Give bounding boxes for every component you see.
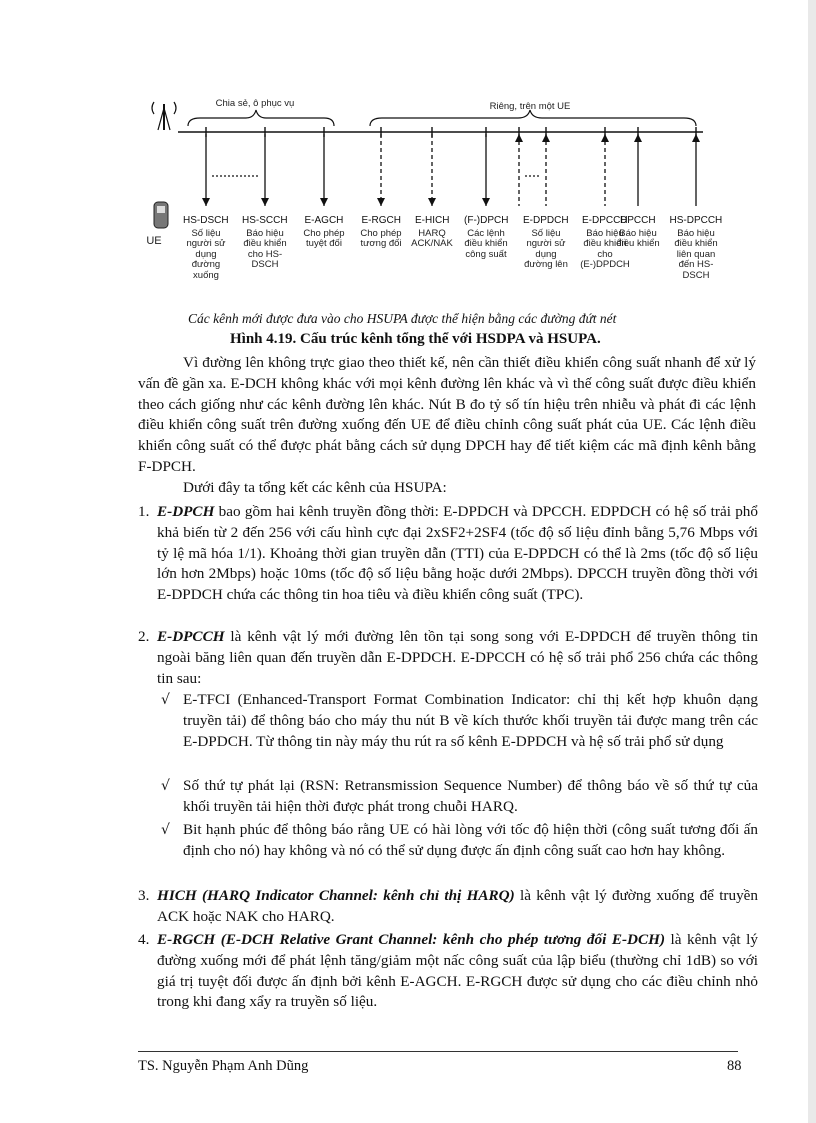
check-icon: √: [161, 822, 170, 838]
arrow-head: [377, 198, 385, 206]
channel-name: (F-)DPCH: [464, 215, 509, 226]
channel-description: HARQ ACK/NAK: [411, 228, 453, 250]
channel-name: DPCCH: [620, 215, 656, 226]
channel-description: Báo hiệu điều khiển: [616, 228, 660, 250]
channel-description: Số liệu người sử dụng đường lên: [524, 228, 568, 271]
list-item-1: [138, 502, 758, 606]
phone-icon: [154, 202, 168, 228]
arrow-head: [542, 134, 550, 142]
channel-name: E-AGCH: [304, 215, 344, 226]
channel-description: Số liệu người sử dụng đường xuống: [186, 228, 226, 281]
list-term: E-RGCH (E-DCH Relative Grant Channel: kênh cho phép tương đối E-DCH): [157, 931, 666, 948]
channel-description: Báo hiệu điều khiển cho HS-DSCH: [243, 228, 287, 271]
channel-name: HS-DPCCH: [669, 215, 723, 226]
channel-name: HS-SCCH: [242, 215, 288, 226]
arrow-head: [692, 134, 700, 142]
arrow-head: [202, 198, 210, 206]
check-icon: √: [161, 692, 170, 708]
list-number: 1.: [138, 503, 150, 520]
figure-caption: Hình 4.19. Cấu trúc kênh tổng thể với HSDPA và HSUPA.: [230, 331, 601, 347]
phone-screen: [157, 206, 165, 213]
dedicated-bracket-label: Riêng, trên một UE: [489, 101, 571, 112]
ue-label: UE: [146, 235, 162, 247]
list-item-3: [138, 886, 758, 928]
list-term: E-DPCH: [157, 503, 215, 520]
figure-note: Các kênh mới được đưa vào cho HSUPA được thể hiện bằng các đường đứt nét: [188, 311, 617, 326]
arrow-head: [515, 134, 523, 142]
list-term: E-DPCCH: [157, 628, 225, 645]
arrow-head: [482, 198, 490, 206]
channel-name: E-DPDCH: [523, 215, 569, 226]
list-text: là kênh vật lý đường xuống mới để phát lệnh tăng/giảm một nấc công suất của lập biểu (thường chỉ 1dB) so với giá trị tuyệt đối được ấn định bởi kênh E-AGCH. E-RGCH được sử dụng cho các điều chỉnh nhỏ trong khi đang xẩy ra truyền số liệu.: [157, 931, 758, 1011]
channel-description: Cho phép tương đối: [360, 228, 402, 250]
sub-item-3: [161, 820, 758, 862]
arrow-head: [320, 198, 328, 206]
list-term: HICH (HARQ Indicator Channel: kênh chỉ thị HARQ): [157, 887, 515, 904]
list-text: là kênh vật lý đường xuống để truyền ACK hoặc NAK cho HARQ.: [157, 887, 758, 925]
footer-divider: [138, 1051, 738, 1052]
channel-description: Cho phép tuyệt đối: [303, 228, 345, 250]
channel-name: E-DPCCH: [582, 215, 628, 226]
list-number: 4.: [138, 931, 150, 948]
list-number: 3.: [138, 887, 150, 904]
arrow-head: [261, 198, 269, 206]
figure-drawing: [148, 90, 708, 305]
channel-description: Báo hiệu điều khiển cho (E-)DPDCH: [580, 228, 630, 271]
sub-item-text: Số thứ tự phát lại (RSN: Retransmission Sequence Number) để thông báo về số thứ tự của khối truyền tải hiện thời được phát trong chuỗi HARQ.: [183, 777, 758, 815]
channel-name: HS-DSCH: [183, 215, 229, 226]
channel-description: Báo hiệu điều khiển liên quan đến HS-DSCH: [674, 228, 718, 281]
paragraph-2: Dưới đây ta tổng kết các kênh của HSUPA:: [183, 479, 447, 496]
list-item-2: [138, 627, 758, 689]
list-text: là kênh vật lý mới đường lên tồn tại song song với E-DPDCH để truyền thông tin ngoài băng liên quan đến truyền dẫn E-DPDCH. E-DPCCH có hệ số trải phổ 256 chứa các thông tin sau:: [157, 628, 758, 687]
sub-item-1: [161, 690, 758, 752]
sub-item-text: E-TFCI (Enhanced-Transport Format Combination Indicator: chỉ thị kết hợp khuôn dạng truyền tải) để thông báo cho máy thu nút B về kích thước khối truyền tải được mang trên các E-DPDCH. Từ thông tin này máy thu rút ra số kênh E-DPDCH và hệ số trải phổ sử dụng: [183, 691, 758, 750]
channel-description: Các lệnh điều khiển công suất: [464, 228, 508, 260]
sub-item-2: [161, 776, 758, 818]
list-number: 2.: [138, 628, 150, 645]
footer-author: TS. Nguyễn Phạm Anh Dũng: [138, 1058, 309, 1074]
shared-bracket-label: Chia sẻ, ô phục vụ: [215, 98, 295, 109]
arrow-head: [601, 134, 609, 142]
check-icon: √: [161, 778, 170, 794]
list-item-4: [138, 930, 758, 1013]
list-text: bao gồm hai kênh truyền đồng thời: E-DPDCH và DPCCH. EDPDCH có hệ số trải phổ khả biến từ 2 đến 256 với cấu hình cực đại 2xSF2+2SF4 (tốc độ số liệu đỉnh bằng 5,76 Mbps với tỷ lệ mã hóa 1/1). Khoảng thời gian truyền dẫn (TTI) của E-DPDCH có thể là 2ms (tốc độ số liệu lớn hơn 2Mbps) hoặc 10ms (tốc độ số liệu bằng hoặc dưới 2Mbps). DPCCH truyền đồng thời với E-DPDCH chứa các thông tin hoa tiêu và điều khiển công suất (TPC).: [157, 503, 758, 604]
channel-name: E-HICH: [415, 215, 450, 226]
arrow-head: [428, 198, 436, 206]
channel-name: E-RGCH: [361, 215, 401, 226]
arrow-head: [634, 134, 642, 142]
shared-brace: [188, 110, 334, 126]
channel-structure-figure: [146, 90, 723, 305]
paragraph-1: Vì đường lên không trực giao theo thiết kế, nên cần thiết điều khiển công suất nhanh để xử lý vấn đề gần xa. E-DCH không khác với mọi kênh đường lên khác và vì thế công suất được điều khiển theo cách giống như các kênh đường lên khác. Nút B đo tỷ số tín hiệu trên nhiễu và phát đi các lệnh điều khiển công suất trên đường xuống đến UE để điều chỉnh công suất phát của UE. Các lệnh điều khiển công suất có thể được phát bằng cách sử dụng DPCH hay để tiết kiệm các mã định kênh bằng F-DPCH.: [138, 354, 756, 475]
page-edge-shadow: [808, 0, 816, 1123]
sub-item-text: Bit hạnh phúc để thông báo rằng UE có hài lòng với tốc độ hiện thời (công suất tương đối ấn định cho nó) hay không và nó có thể sử dụng được ấn định công suất cao hơn hay không.: [183, 821, 758, 859]
page-number: 88: [727, 1058, 742, 1074]
